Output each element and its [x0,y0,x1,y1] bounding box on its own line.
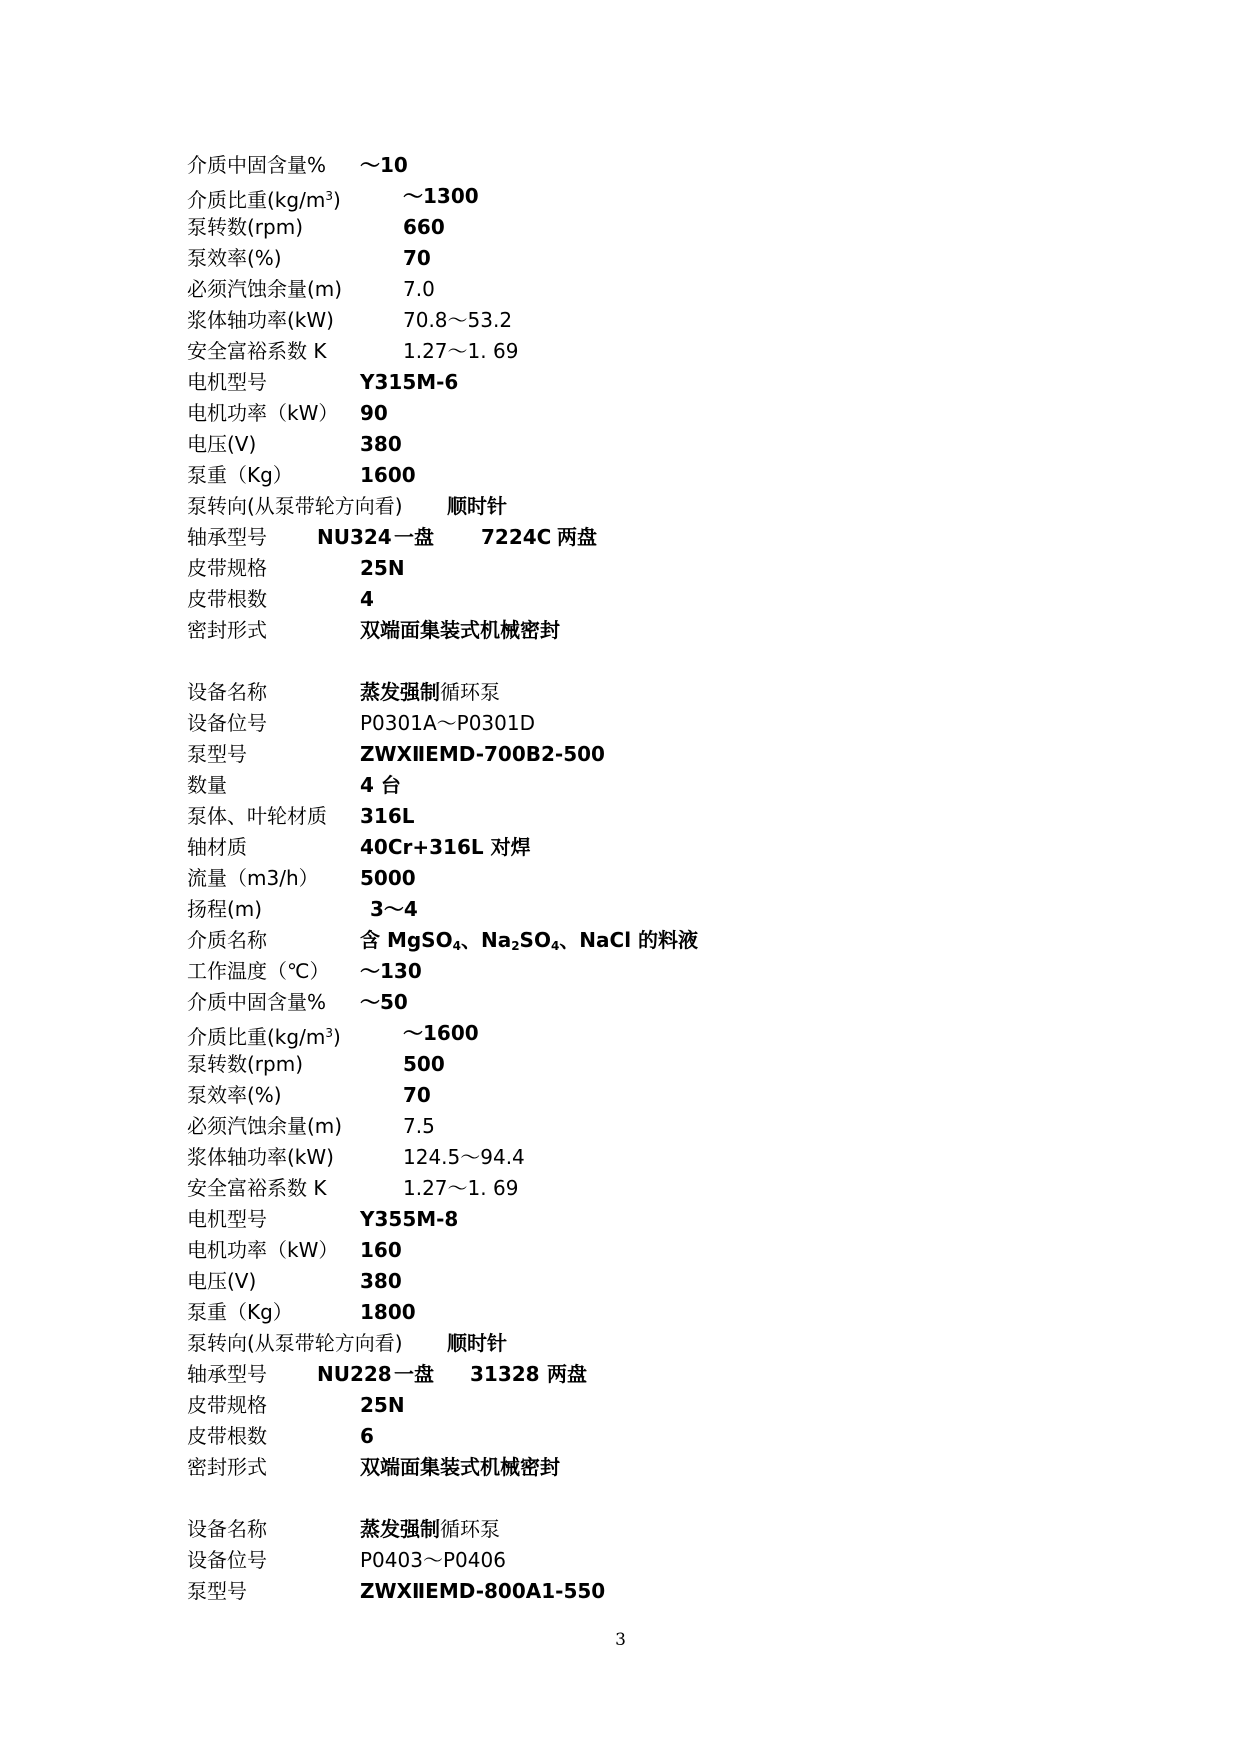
spec-value: P0301A～P0301D [360,711,535,735]
spec-label: 泵转数(rpm) [187,1052,304,1076]
spec-label: 浆体轴功率(kW) [187,1145,334,1169]
spec-label: 电机功率（kW） [187,1238,339,1262]
spec-label: 电压(V) [187,432,257,456]
spec-label: 介质比重$(kg/m^3)$ [187,188,341,212]
spec-value: Y315M-6 [360,370,459,394]
spec-value: Y355M-8 [360,1207,459,1231]
spec-label: 轴承型号 [187,525,267,549]
spec-label: 介质比重$(kg/m^3)$ [187,1025,341,1049]
spec-label: 电机型号 [187,370,267,394]
spec-value: 25N [360,556,405,580]
bearing-qty-2: 两盘 [557,525,597,549]
spec-label: 泵转向(从泵带轮方向看) [187,1331,403,1355]
spec-label: 电机型号 [187,1207,267,1231]
spec-value: 含 MgSO$_4$、$Na_2SO_4$、NaCl 的料液 [360,928,699,953]
spec-label: 泵重（Kg） [187,463,293,487]
bearing-qty-1: 一盘 [394,1362,434,1386]
spec-label: 皮带根数 [187,1424,267,1448]
spec-value: 3～4 [370,897,418,921]
spec-label: 泵效率(%) [187,246,282,270]
spec-label: 数量 [187,773,227,797]
spec-label: 设备名称 [187,680,267,704]
spec-value: 6 [360,1424,374,1448]
spec-value: P0403～P0406 [360,1548,506,1572]
spec-label: 流量（m3/h） [187,866,319,890]
bearing-qty-2: 两盘 [547,1362,587,1386]
spec-value: 160 [360,1238,402,1262]
spec-label: 密封形式 [187,618,267,642]
spec-value: 380 [360,1269,402,1293]
spec-label: 泵效率(%) [187,1083,282,1107]
spec-value: 1.27～1. 69 [403,1176,519,1200]
spec-label: 泵重（Kg） [187,1300,293,1324]
spec-value: 1800 [360,1300,416,1324]
spec-value: ～1600 [403,1021,479,1045]
spec-value: 双端面集装式机械密封 [360,618,560,642]
spec-label: 泵型号 [187,742,247,766]
spec-value: 70.8～53.2 [403,308,513,332]
spec-value: 蒸发强制循环泵 [360,680,500,704]
spec-value: 1.27～1. 69 [403,339,519,363]
bearing-model-2: 31328 [470,1362,540,1386]
spec-value: 顺时针 [447,1331,507,1355]
spec-value: 70 [403,246,431,270]
spec-value: 380 [360,432,402,456]
spec-label: 皮带根数 [187,587,267,611]
spec-value: 660 [403,215,445,239]
spec-value: 25N [360,1393,405,1417]
spec-value: 124.5～94.4 [403,1145,525,1169]
spec-value: 顺时针 [447,494,507,518]
spec-label: 设备位号 [187,1548,267,1572]
spec-label: 泵体、叶轮材质 [187,804,327,828]
spec-value: ～1300 [403,184,479,208]
spec-value: 双端面集装式机械密封 [360,1455,560,1479]
bearing-model-2: 7224C [481,525,552,549]
bearing-model-1: NU228 [317,1362,392,1386]
page-number: 3 [615,1630,626,1650]
spec-value: 500 [403,1052,445,1076]
spec-label: 浆体轴功率(kW) [187,308,334,332]
spec-value: 蒸发强制循环泵 [360,1517,500,1541]
spec-value: ZWXⅡEMD-800A1-550 [360,1579,606,1603]
spec-value: ～50 [360,990,408,1014]
spec-value: 5000 [360,866,416,890]
spec-label: 泵转向(从泵带轮方向看) [187,494,403,518]
spec-value: ZWXⅡEMD-700B2-500 [360,742,605,766]
spec-label: 介质中固含量% [187,990,327,1014]
spec-label: 工作温度（℃） [187,959,330,983]
spec-label: 安全富裕系数 K [187,1176,327,1200]
spec-label: 介质中固含量% [187,153,327,177]
bearing-model-1: NU324 [317,525,392,549]
spec-label: 轴承型号 [187,1362,267,1386]
spec-value: 70 [403,1083,431,1107]
spec-value: 40Cr+316L 对焊 [360,835,531,859]
spec-label: 泵型号 [187,1579,247,1603]
spec-label: 介质名称 [187,928,267,952]
spec-label: 电压(V) [187,1269,257,1293]
spec-label: 扬程(m) [187,897,263,921]
spec-value: 4 台 [360,773,401,797]
spec-value: 316L [360,804,415,828]
spec-label: 设备名称 [187,1517,267,1541]
spec-label: 必须汽蚀余量(m) [187,277,343,301]
spec-label: 电机功率（kW） [187,401,339,425]
spec-label: 设备位号 [187,711,267,735]
spec-label: 必须汽蚀余量(m) [187,1114,343,1138]
spec-value: ～130 [360,959,422,983]
bearing-qty-1: 一盘 [394,525,434,549]
spec-label: 安全富裕系数 K [187,339,327,363]
spec-label: 泵转数(rpm) [187,215,304,239]
spec-label: 皮带规格 [187,556,267,580]
spec-label: 轴材质 [187,835,247,859]
spec-value: 4 [360,587,374,611]
spec-value: 7.0 [403,277,435,301]
spec-label: 皮带规格 [187,1393,267,1417]
spec-value: 1600 [360,463,416,487]
spec-value: 90 [360,401,388,425]
spec-value: 7.5 [403,1114,435,1138]
spec-label: 密封形式 [187,1455,267,1479]
spec-value: ～10 [360,153,408,177]
